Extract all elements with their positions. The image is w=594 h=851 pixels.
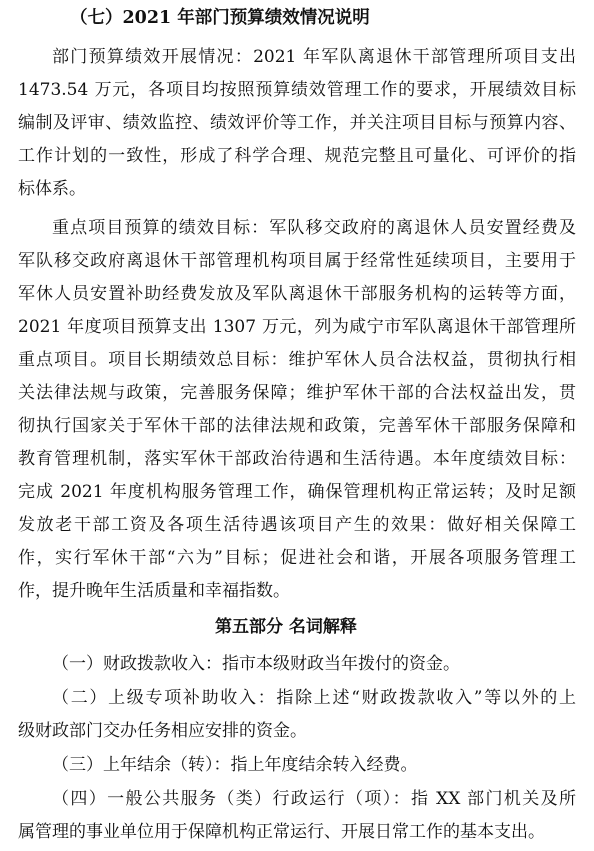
paragraph-line: 标体系。 xyxy=(18,179,86,199)
paragraph-line: 2021 年度项目预算支出 1307 万元，列为咸宁市军队离退休干部管理所 xyxy=(18,317,576,337)
glossary-item-2: （二）上级专项补助收入：指除上述“财政拨款收入”等以外的上 xyxy=(52,688,576,708)
glossary-item-4: （四）一般公共服务（类）行政运行（项）：指 XX 部门机关及所 xyxy=(52,789,576,809)
paragraph-line: 发放老干部工资及各项生活待遇该项目产生的效果：做好相关保障工 xyxy=(18,515,576,535)
section-title: （七）2021 年部门预算绩效情况说明 xyxy=(70,8,370,28)
paragraph-line: 教育管理机制，落实军休干部政治待遇和生活待遇。本年度绩效目标： xyxy=(18,449,576,469)
paragraph-line: 1473.54 万元，各项目均按照预算绩效管理工作的要求，开展绩效目标 xyxy=(18,80,576,100)
paragraph-line: 军休人员安置补助经费发放及军队离退休干部服务机构的运转等方面， xyxy=(18,284,576,304)
paragraph-line: 重点项目预算的绩效目标：军队移交政府的离退休人员安置经费及 xyxy=(52,218,576,238)
glossary-item-3: （三）上年结余（转）：指上年度结余转入经费。 xyxy=(52,755,418,775)
paragraph-line: 作，提升晚年生活质量和幸福指数。 xyxy=(18,581,290,601)
paragraph-line: 完成 2021 年度机构服务管理工作，确保管理机构正常运转；及时足额 xyxy=(18,482,576,502)
paragraph-line: 工作计划的一致性，形成了科学合理、规范完整且可量化、可评价的指 xyxy=(18,146,576,166)
paragraph-line: 军队移交政府离退休干部管理机构项目属于经常性延续项目，主要用于 xyxy=(18,251,576,271)
paragraph-line: 彻执行国家关于军休干部的法律法规和政策，完善军休干部服务保障和 xyxy=(18,416,576,436)
glossary-item-1: （一）财政拨款收入：指市本级财政当年拨付的资金。 xyxy=(52,654,460,674)
part-heading: 第五部分 名词解释 xyxy=(215,617,357,637)
glossary-item-4-continuation: 属管理的事业单位用于保障机构正常运行、开展日常工作的基本支出。 xyxy=(18,822,545,842)
glossary-item-2-continuation: 级财政部门交办任务相应安排的资金。 xyxy=(18,721,307,741)
paragraph-line: 关法律法规与政策，完善服务保障；维护军休干部的合法权益出发，贯 xyxy=(18,383,576,403)
paragraph-line: 作，实行军休干部“六为”目标；促进社会和谐，开展各项服务管理工 xyxy=(18,548,576,568)
paragraph-line: 部门预算绩效开展情况：2021 年军队离退休干部管理所项目支出 xyxy=(52,47,576,67)
paragraph-line: 重点项目。项目长期绩效总目标：维护军休人员合法权益，贯彻执行相 xyxy=(18,350,576,370)
paragraph-line: 编制及评审、绩效监控、绩效评价等工作，并关注项目目标与预算内容、 xyxy=(18,113,576,133)
